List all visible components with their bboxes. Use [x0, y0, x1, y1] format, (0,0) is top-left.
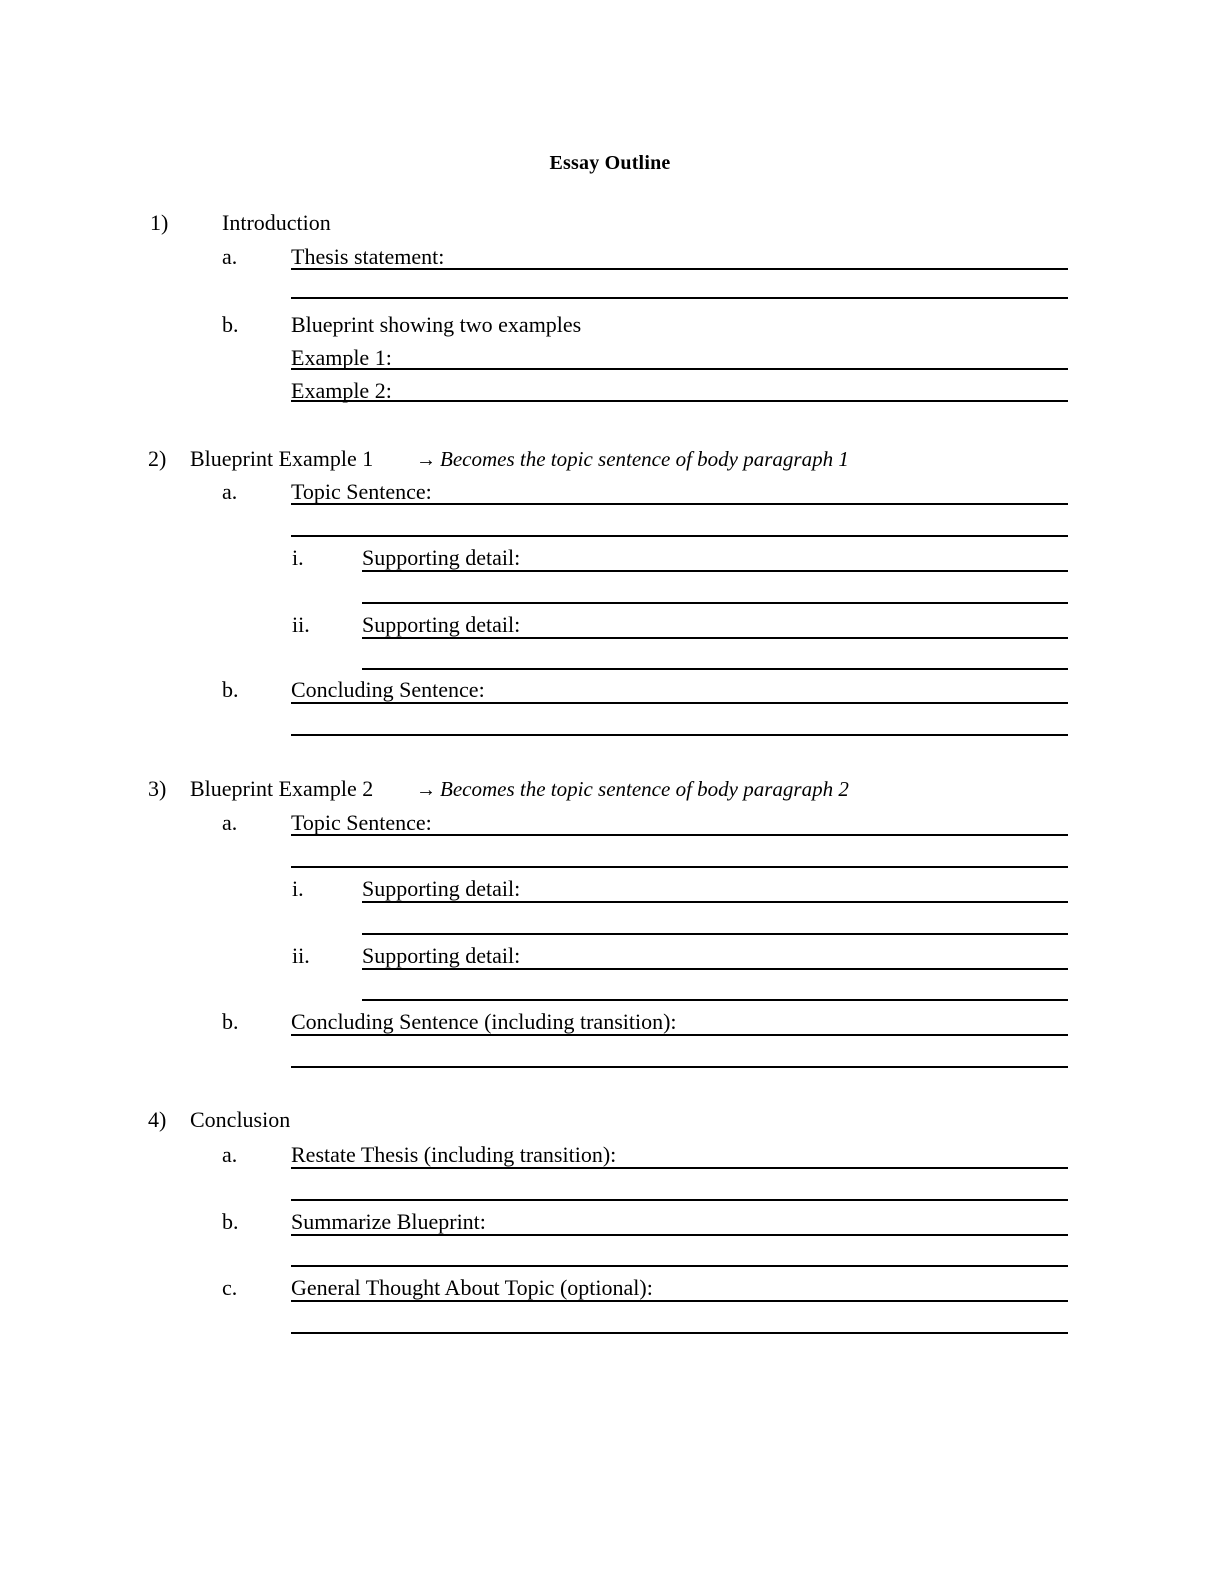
arrow-icon: → — [416, 449, 436, 471]
item-label-example-1: Example 1: — [291, 345, 392, 370]
writing-line[interactable] — [362, 668, 1068, 670]
section-heading-note-2: Becomes the topic sentence of body paragraph 1 — [440, 447, 849, 471]
writing-line[interactable] — [291, 1066, 1068, 1068]
item-label-1a: Thesis statement: — [291, 244, 445, 269]
writing-line[interactable] — [362, 968, 1068, 970]
item-label-3b: Concluding Sentence (including transition): — [291, 1009, 677, 1034]
section-heading-3: Blueprint Example 2 — [190, 776, 374, 801]
item-label-2b: Concluding Sentence: — [291, 677, 485, 702]
arrow-icon: → — [416, 779, 436, 801]
writing-line[interactable] — [291, 503, 1068, 505]
page-title: Essay Outline — [549, 152, 671, 174]
writing-line[interactable] — [291, 1167, 1068, 1169]
item-marker-4a: a. — [222, 1142, 238, 1167]
writing-line[interactable] — [291, 834, 1068, 836]
writing-line[interactable] — [291, 297, 1068, 299]
writing-line[interactable] — [291, 535, 1068, 537]
writing-line[interactable] — [291, 1199, 1068, 1201]
section-number-2: 2) — [148, 446, 167, 471]
section-number-1: 1) — [150, 210, 169, 235]
writing-line[interactable] — [291, 1300, 1068, 1302]
section-heading-1: Introduction — [222, 210, 331, 235]
item-label-2a-ii: Supporting detail: — [362, 612, 521, 637]
section-number-3: 3) — [148, 776, 167, 801]
section-number-4: 4) — [148, 1107, 167, 1132]
item-marker-4c: c. — [222, 1275, 238, 1300]
item-label-3a-i: Supporting detail: — [362, 876, 521, 901]
writing-line[interactable] — [291, 400, 1068, 402]
item-label-example-2: Example 2: — [291, 378, 392, 403]
writing-line[interactable] — [291, 866, 1068, 868]
item-marker-3b: b. — [222, 1009, 239, 1034]
item-marker-3a-i: i. — [292, 876, 304, 901]
writing-line[interactable] — [362, 602, 1068, 604]
item-marker-1b: b. — [222, 312, 239, 337]
item-marker-3a: a. — [222, 810, 238, 835]
writing-line[interactable] — [362, 570, 1068, 572]
writing-line[interactable] — [362, 999, 1068, 1001]
writing-line[interactable] — [291, 1034, 1068, 1036]
writing-line[interactable] — [291, 1332, 1068, 1334]
item-label-3a: Topic Sentence: — [291, 810, 432, 835]
writing-line[interactable] — [291, 1265, 1068, 1267]
item-label-4c: General Thought About Topic (optional): — [291, 1275, 653, 1300]
item-label-4a: Restate Thesis (including transition): — [291, 1142, 617, 1167]
item-marker-2a-ii: ii. — [292, 612, 310, 637]
item-marker-2a: a. — [222, 479, 238, 504]
writing-line[interactable] — [362, 637, 1068, 639]
section-heading-4: Conclusion — [190, 1107, 291, 1132]
writing-line[interactable] — [291, 1234, 1068, 1236]
item-label-4b: Summarize Blueprint: — [291, 1209, 486, 1234]
item-label-3a-ii: Supporting detail: — [362, 943, 521, 968]
item-label-1b: Blueprint showing two examples — [291, 312, 582, 337]
writing-line[interactable] — [362, 901, 1068, 903]
item-marker-2a-i: i. — [292, 545, 304, 570]
writing-line[interactable] — [291, 734, 1068, 736]
item-label-2a-i: Supporting detail: — [362, 545, 521, 570]
section-heading-2: Blueprint Example 1 — [190, 446, 374, 471]
item-marker-2b: b. — [222, 677, 239, 702]
writing-line[interactable] — [291, 702, 1068, 704]
item-marker-1a: a. — [222, 244, 238, 269]
writing-line[interactable] — [362, 933, 1068, 935]
item-label-2a: Topic Sentence: — [291, 479, 432, 504]
writing-line[interactable] — [291, 368, 1068, 370]
section-heading-note-3: Becomes the topic sentence of body paragraph 2 — [440, 777, 849, 801]
item-marker-3a-ii: ii. — [292, 943, 310, 968]
writing-line[interactable] — [291, 268, 1068, 270]
item-marker-4b: b. — [222, 1209, 239, 1234]
